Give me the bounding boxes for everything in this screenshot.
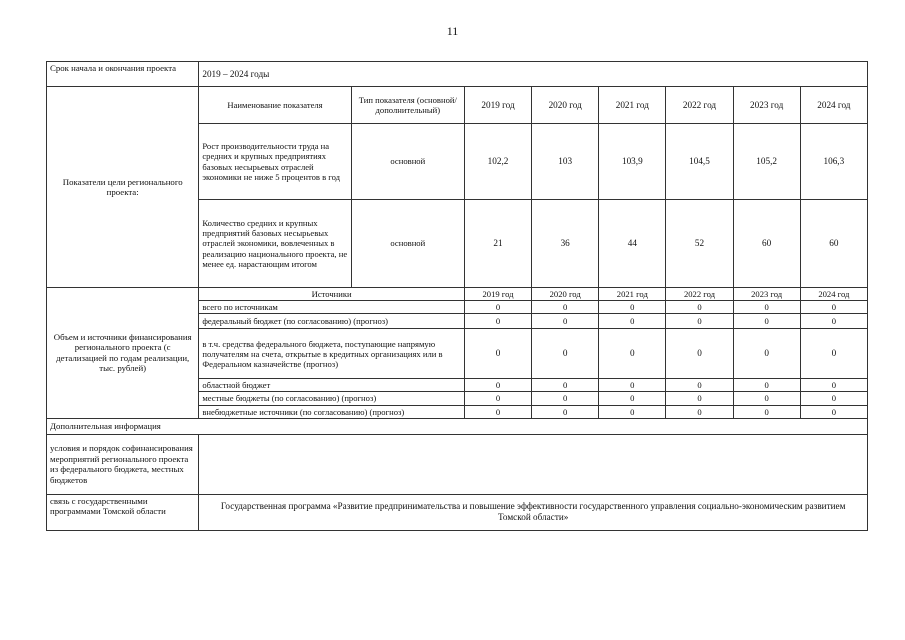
financing-value: 0 [532, 392, 599, 405]
financing-value: 0 [464, 379, 531, 392]
programs-label: связь с государственными программами Томской области [47, 494, 199, 530]
financing-value: 0 [532, 329, 599, 379]
financing-value: 0 [532, 301, 599, 314]
financing-value: 0 [666, 379, 733, 392]
programs-row [47, 494, 868, 530]
indicator-value: 60 [800, 200, 867, 288]
term-row [47, 62, 868, 87]
project-passport-table [46, 61, 868, 531]
financing-year-header: 2023 год [733, 288, 800, 301]
indicator-type: основной [351, 124, 464, 200]
financing-value: 0 [800, 314, 867, 329]
financing-value: 0 [666, 329, 733, 379]
financing-value: 0 [532, 314, 599, 329]
financing-value: 0 [464, 301, 531, 314]
indicators-label: Показатели цели регионального проекта: [47, 87, 199, 288]
indicator-year-header: 2019 год [464, 87, 531, 124]
term-label: Срок начала и окончания проекта [47, 62, 199, 87]
financing-year-header: 2019 год [464, 288, 531, 301]
indicator-name-header: Наименование показателя [199, 87, 351, 124]
indicator-name: Количество средних и крупных предприятий базовых несырьевых отраслей экономики, вовлеченных в реализацию национального проекта, не менее ед. нарастающим итогом [199, 200, 351, 288]
financing-value: 0 [599, 379, 666, 392]
programs-value: Государственная программа «Развитие предпринимательства и повышение эффективности государственного управления социально-экономическим развитием Томской области» [199, 494, 868, 530]
indicator-value: 103 [532, 124, 599, 200]
indicator-value: 104,5 [666, 124, 733, 200]
financing-value: 0 [532, 405, 599, 418]
cofinancing-value [199, 434, 868, 494]
financing-year-header: 2021 год [599, 288, 666, 301]
indicator-value: 21 [464, 200, 531, 288]
indicator-year-header: 2023 год [733, 87, 800, 124]
financing-value: 0 [599, 301, 666, 314]
indicator-value: 105,2 [733, 124, 800, 200]
indicator-type: основной [351, 200, 464, 288]
financing-source: в т.ч. средства федерального бюджета, поступающие напрямую получателям на счета, открытые в кредитных организациях или в Федеральном казначействе (прогноз) [199, 329, 465, 379]
financing-value: 0 [800, 379, 867, 392]
indicator-value: 102,2 [464, 124, 531, 200]
financing-value: 0 [666, 392, 733, 405]
indicator-value: 44 [599, 200, 666, 288]
financing-value: 0 [599, 314, 666, 329]
indicator-value: 60 [733, 200, 800, 288]
indicator-year-header: 2022 год [666, 87, 733, 124]
financing-value: 0 [733, 314, 800, 329]
financing-value: 0 [666, 405, 733, 418]
additional-info-row [47, 418, 868, 434]
financing-value: 0 [800, 392, 867, 405]
financing-value: 0 [733, 329, 800, 379]
indicator-year-header: 2020 год [532, 87, 599, 124]
financing-value: 0 [800, 301, 867, 314]
financing-year-header: 2024 год [800, 288, 867, 301]
additional-info-heading: Дополнительная информация [47, 418, 868, 434]
financing-header-row [47, 288, 868, 301]
indicators-header-row [47, 87, 868, 124]
financing-source: всего по источникам [199, 301, 465, 314]
financing-value: 0 [666, 314, 733, 329]
page-number: 11 [446, 24, 459, 38]
financing-value: 0 [733, 392, 800, 405]
indicator-value: 106,3 [800, 124, 867, 200]
financing-value: 0 [599, 392, 666, 405]
indicator-value: 103,9 [599, 124, 666, 200]
financing-year-header: 2020 год [532, 288, 599, 301]
term-value: 2019 – 2024 годы [199, 62, 868, 87]
financing-value: 0 [733, 405, 800, 418]
financing-label: Объем и источники финансирования регионального проекта (с детализацией по годам реализации, тыс. рублей) [47, 288, 199, 419]
financing-value: 0 [733, 379, 800, 392]
financing-source: внебюджетные источники (по согласованию) (прогноз) [199, 405, 465, 418]
financing-value: 0 [599, 329, 666, 379]
financing-value: 0 [800, 329, 867, 379]
financing-value: 0 [666, 301, 733, 314]
financing-value: 0 [464, 392, 531, 405]
cofinancing-label: условия и порядок софинансирования мероприятий регионального проекта из федерального бюджета, местных бюджетов [47, 434, 199, 494]
indicator-name: Рост производительности труда на средних и крупных предприятиях базовых несырьевых отраслей экономики не ниже 5 процентов в год [199, 124, 351, 200]
financing-source: областной бюджет [199, 379, 465, 392]
financing-source: местные бюджеты (по согласованию) (прогноз) [199, 392, 465, 405]
financing-value: 0 [800, 405, 867, 418]
financing-value: 0 [464, 329, 531, 379]
indicator-value: 36 [532, 200, 599, 288]
financing-value: 0 [599, 405, 666, 418]
financing-source-header: Источники [199, 288, 465, 301]
financing-value: 0 [733, 301, 800, 314]
financing-value: 0 [464, 314, 531, 329]
cofinancing-row [47, 434, 868, 494]
indicator-value: 52 [666, 200, 733, 288]
financing-value: 0 [532, 379, 599, 392]
financing-source: федеральный бюджет (по согласованию) (прогноз) [199, 314, 465, 329]
financing-value: 0 [464, 405, 531, 418]
indicator-year-header: 2024 год [800, 87, 867, 124]
financing-year-header: 2022 год [666, 288, 733, 301]
indicator-year-header: 2021 год [599, 87, 666, 124]
indicator-type-header: Тип показателя (основной/ дополнительный) [351, 87, 464, 124]
